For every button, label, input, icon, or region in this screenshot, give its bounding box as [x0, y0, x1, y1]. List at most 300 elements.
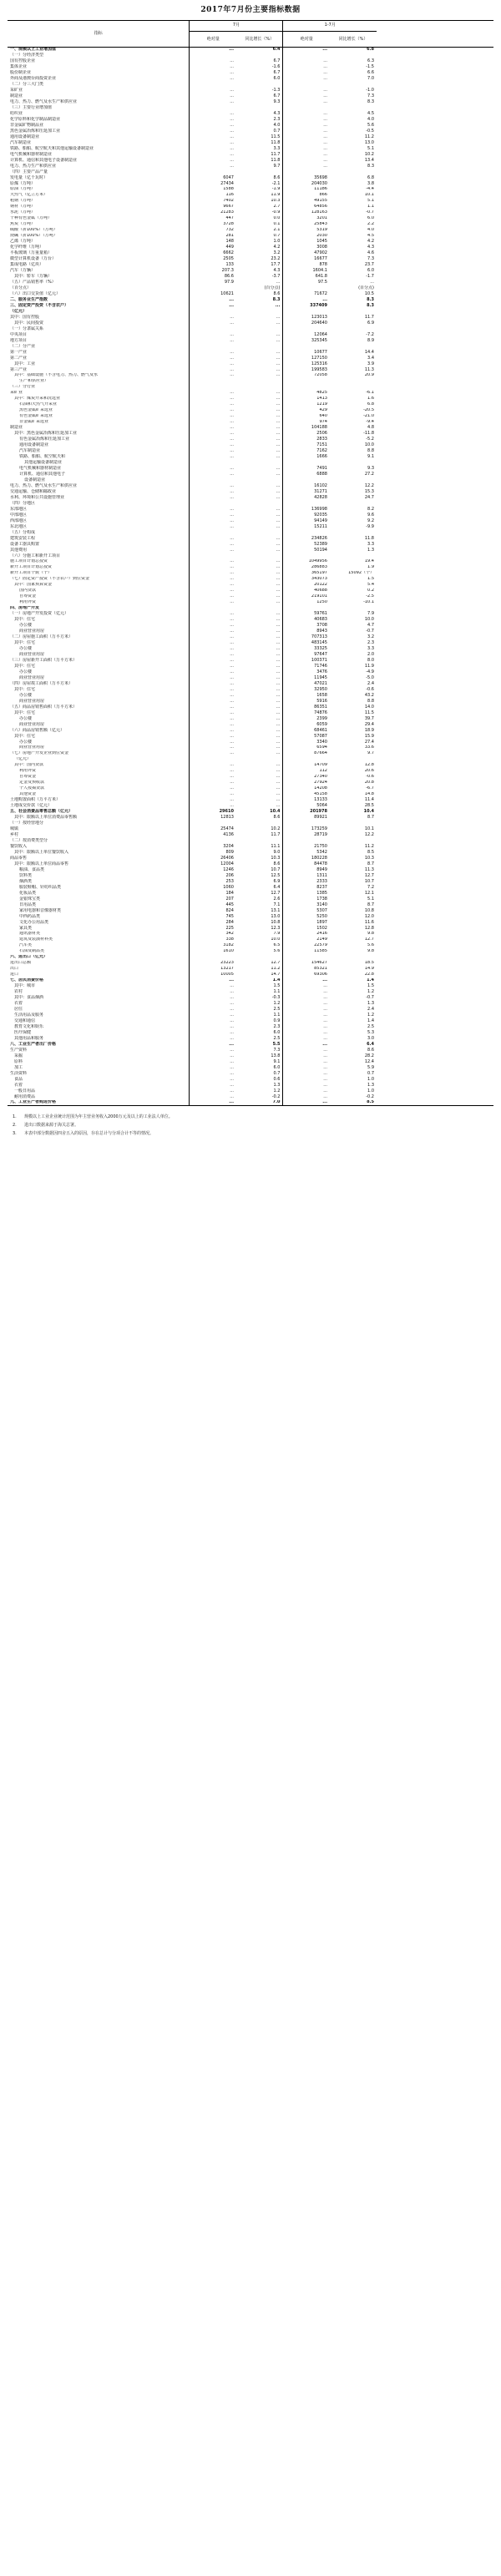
- month-absolute: ...: [190, 1088, 236, 1094]
- row-spacer: [377, 472, 493, 477]
- row-spacer: [377, 861, 493, 867]
- cumulative-absolute: 104188: [283, 425, 330, 431]
- table-row: [8, 239, 493, 245]
- cumulative-growth: -9.9: [366, 523, 374, 529]
- row-spacer: [377, 291, 493, 297]
- row-label: （四）主要产品产量: [9, 169, 48, 174]
- cumulative-absolute: 3708: [283, 623, 330, 629]
- month-absolute: ...: [190, 734, 236, 740]
- cumulative-absolute: [283, 460, 330, 466]
- cumulative-growth: [330, 477, 377, 483]
- month-absolute: ...: [190, 332, 236, 338]
- table-row: [8, 1048, 493, 1053]
- month-growth: ...: [276, 762, 281, 768]
- table-row: [8, 524, 493, 530]
- header-spacer: [377, 21, 493, 48]
- row-label: 电气机械和器材制造业: [9, 151, 52, 157]
- table-row: [8, 420, 493, 426]
- row-label: 十种有色金属（万吨）: [9, 215, 52, 221]
- cumulative-absolute: 707313: [283, 634, 330, 640]
- month-growth: ...: [276, 797, 281, 803]
- cumulative-growth: -5.2: [366, 437, 374, 442]
- row-label: 八、工业生产者出厂价格: [9, 1042, 56, 1047]
- cumulative-growth: 0.7: [367, 1071, 374, 1076]
- cumulative-growth: [330, 105, 377, 111]
- cumulative-growth: 8.5: [330, 1100, 377, 1106]
- row-label: 第一产业: [9, 349, 27, 355]
- month-absolute: ...: [190, 1100, 236, 1106]
- table-row: [8, 408, 493, 414]
- row-spacer: [377, 140, 493, 146]
- cumulative-absolute: 97.5: [283, 280, 330, 285]
- month-absolute: [190, 757, 236, 763]
- row-label: 其中：国家预算资金: [13, 582, 52, 588]
- month-absolute: ...: [190, 594, 236, 600]
- row-label: 汽车类: [18, 942, 32, 948]
- month-growth: 10.3: [271, 198, 281, 204]
- cumulative-absolute: 33325: [283, 646, 330, 652]
- table-row: [8, 634, 493, 640]
- month-absolute: ...: [190, 146, 236, 152]
- row-label: 土地成交价款（亿元）: [9, 803, 52, 809]
- month-absolute: ...: [190, 658, 236, 664]
- month-absolute: ...: [190, 391, 236, 397]
- row-spacer: [377, 867, 493, 873]
- month-absolute: 21283: [190, 210, 236, 216]
- row-label: 制造业: [9, 93, 23, 98]
- cumulative-growth: 3.3: [367, 541, 374, 547]
- row-spacer: [377, 228, 493, 234]
- month-growth: ...: [276, 664, 281, 669]
- month-growth: 1.1: [273, 989, 281, 995]
- table-row: [8, 995, 493, 1001]
- cumulative-absolute: [283, 477, 330, 483]
- cumulative-absolute: 429: [283, 408, 330, 414]
- table-row: [8, 274, 493, 280]
- month-growth: 1.1: [273, 1013, 281, 1018]
- month-absolute: 7402: [190, 199, 236, 205]
- month-absolute: [190, 379, 236, 385]
- row-label: 其中：限额以上单位消费品零售额: [13, 815, 77, 821]
- row-label: 商业营业用房: [18, 745, 44, 750]
- row-label: 二、服务业生产指数: [9, 297, 48, 302]
- row-label: 其他运输设备制造业: [23, 460, 62, 466]
- row-label: （五）商品房销售面积（万平方米）: [9, 704, 77, 710]
- table-row: [8, 437, 493, 442]
- cumulative-growth: [330, 460, 377, 466]
- table-row: [8, 792, 493, 798]
- cumulative-growth: [330, 955, 377, 961]
- month-absolute: ...: [190, 402, 236, 408]
- row-spacer: [377, 629, 493, 634]
- cumulative-growth: 20.8: [364, 780, 374, 785]
- month-absolute: ...: [190, 583, 236, 588]
- row-label: 黑色金属冶炼和压延加工业: [9, 129, 60, 134]
- row-spacer: [377, 745, 493, 751]
- cumulative-absolute: 2833: [283, 437, 330, 442]
- cumulative-absolute: 28719: [283, 832, 330, 838]
- row-label: 六、进出口（亿元）: [9, 954, 48, 960]
- table-row: [8, 379, 493, 385]
- month-growth: -1.6: [271, 64, 281, 70]
- table-row: [8, 705, 493, 710]
- row-spacer: [377, 70, 493, 76]
- month-growth: ...: [276, 687, 281, 692]
- month-absolute: 12813: [190, 815, 236, 821]
- month-growth: [236, 385, 283, 391]
- header-row-periods: [8, 21, 493, 32]
- table-row: [8, 285, 493, 291]
- month-growth: ...: [276, 513, 281, 518]
- month-growth: ...: [276, 361, 281, 366]
- cumulative-absolute: 84478: [283, 861, 330, 867]
- row-label: 新开工项目计划总投资: [9, 564, 52, 570]
- footnote-text: 本表中部分数据因四舍五入的原因，存在总计与分项合计不等的情况。: [24, 1131, 154, 1137]
- row-label: 其中：住宅: [13, 640, 35, 646]
- cumulative-absolute: 180228: [283, 856, 330, 861]
- month-growth: 2.7: [273, 204, 281, 210]
- cumulative-growth: 7.3: [367, 93, 374, 98]
- cumulative-growth: [330, 553, 377, 559]
- month-absolute: ...: [190, 577, 236, 583]
- cumulative-growth: 2.4: [367, 1007, 374, 1013]
- cumulative-growth: 10.1: [364, 192, 374, 198]
- row-spacer: [377, 821, 493, 826]
- row-label: 东部地区: [9, 507, 27, 512]
- cumulative-absolute: ...: [283, 1024, 330, 1030]
- header-cumulative: 1-7月: [283, 21, 377, 32]
- row-label: 自筹资金: [18, 593, 36, 599]
- month-growth: ...: [276, 570, 281, 576]
- cumulative-growth: 33.6: [364, 745, 374, 750]
- row-spacer: [377, 920, 493, 926]
- table-row: [8, 897, 493, 902]
- row-spacer: [377, 1065, 493, 1071]
- table-row: [8, 291, 493, 297]
- cumulative-absolute: 11945: [283, 675, 330, 681]
- month-growth: [236, 379, 283, 385]
- month-growth: [236, 326, 283, 332]
- month-growth: [236, 460, 283, 466]
- month-absolute: ...: [190, 634, 236, 640]
- row-label: 第三产业: [9, 366, 27, 372]
- cumulative-absolute: ...: [283, 58, 330, 64]
- cumulative-growth: 12.7: [364, 937, 374, 942]
- row-spacer: [377, 1083, 493, 1088]
- month-absolute: [190, 53, 236, 58]
- month-growth: ...: [276, 768, 281, 774]
- row-label: 国内贷款: [18, 588, 36, 593]
- table-row: [8, 699, 493, 705]
- row-spacer: [377, 205, 493, 210]
- row-label: 餐饮收入: [9, 844, 27, 849]
- table-row: [8, 932, 493, 937]
- cumulative-absolute: 71746: [283, 664, 330, 669]
- row-spacer: [377, 885, 493, 891]
- row-label: 农村: [13, 989, 23, 995]
- month-growth: 1.0: [273, 239, 281, 245]
- month-growth: 8.6: [273, 861, 281, 866]
- table-row: [8, 88, 493, 93]
- month-growth: [236, 530, 283, 536]
- table-row: [8, 431, 493, 437]
- month-absolute: ...: [190, 751, 236, 757]
- row-label: 加工: [13, 1065, 23, 1070]
- cumulative-growth: [330, 757, 377, 763]
- row-label: 发电量（亿千瓦时）: [9, 174, 48, 180]
- table-row: [8, 250, 493, 256]
- table-row: [8, 483, 493, 489]
- month-absolute: ...: [190, 425, 236, 431]
- row-spacer: [377, 460, 493, 466]
- month-absolute: ...: [190, 588, 236, 594]
- table-row: [8, 193, 493, 199]
- row-spacer: [377, 675, 493, 681]
- row-label: 其中：民间投资: [13, 321, 43, 326]
- table-row: [8, 1100, 493, 1106]
- cumulative-growth: 2.3: [367, 640, 374, 646]
- month-absolute: ...: [190, 1071, 236, 1077]
- row-spacer: [377, 914, 493, 920]
- row-label: 微型计算机设备（万台）: [9, 256, 56, 262]
- row-spacer: [377, 344, 493, 350]
- month-absolute: 281: [190, 234, 236, 240]
- cumulative-absolute: 92035: [283, 513, 330, 518]
- table-row: [8, 669, 493, 675]
- row-label: 生产和供应业）: [18, 378, 48, 384]
- row-label: 计算机、通信和其他电子设备制造业: [9, 157, 77, 163]
- month-absolute: ...: [190, 70, 236, 76]
- month-growth: -1.9: [271, 186, 281, 192]
- cumulative-absolute: 85321: [283, 967, 330, 972]
- row-spacer: [377, 332, 493, 338]
- row-spacer: [377, 483, 493, 489]
- table-row: [8, 321, 493, 326]
- row-spacer: [377, 93, 493, 99]
- table-row: [8, 914, 493, 920]
- row-spacer: [377, 640, 493, 646]
- table-row: [8, 477, 493, 483]
- cumulative-absolute: 8237: [283, 885, 330, 891]
- month-absolute: 809: [190, 850, 236, 856]
- cumulative-absolute: 74876: [283, 710, 330, 716]
- month-growth: ...: [276, 617, 281, 623]
- row-spacer: [377, 757, 493, 763]
- cumulative-absolute: 22579: [283, 943, 330, 949]
- cumulative-absolute: [283, 285, 330, 291]
- row-spacer: [377, 48, 493, 53]
- month-absolute: ...: [190, 1007, 236, 1013]
- month-growth: ...: [275, 303, 281, 308]
- cumulative-growth: 28.5: [364, 803, 374, 809]
- cumulative-growth: 3.2: [367, 634, 374, 640]
- table-row: [8, 152, 493, 158]
- row-spacer: [377, 705, 493, 710]
- row-label: （六）商品房销售额（亿元）: [9, 727, 64, 733]
- month-absolute: 284: [190, 920, 236, 926]
- row-spacer: [377, 1030, 493, 1036]
- table-row: [8, 530, 493, 536]
- month-growth: ...: [276, 523, 281, 529]
- cumulative-absolute: ...: [283, 1071, 330, 1077]
- row-label: 采矿业: [9, 390, 23, 396]
- month-absolute: ...: [190, 1036, 236, 1042]
- month-absolute: ...: [190, 1013, 236, 1018]
- cumulative-absolute: ...: [283, 134, 330, 140]
- row-label: 汽车制造业: [9, 140, 31, 145]
- cumulative-absolute: 5250: [283, 914, 330, 920]
- cumulative-absolute: 1502: [283, 926, 330, 932]
- month-growth: ...: [276, 454, 281, 460]
- cumulative-growth: 5.1: [367, 145, 374, 151]
- row-spacer: [377, 699, 493, 705]
- row-spacer: [377, 797, 493, 803]
- table-row: [8, 332, 493, 338]
- month-absolute: ...: [190, 361, 236, 367]
- cumulative-absolute: 97647: [283, 652, 330, 658]
- row-spacer: [377, 76, 493, 82]
- row-label: 出口: [9, 966, 18, 972]
- row-spacer: [377, 309, 493, 315]
- cumulative-growth: -0.7: [366, 629, 374, 634]
- month-growth: 1.2: [273, 1001, 281, 1007]
- row-label: 建筑安装工程: [9, 535, 35, 541]
- row-label: 城镇: [9, 826, 18, 832]
- cumulative-growth: 12.8: [364, 925, 374, 931]
- month-absolute: ...: [190, 803, 236, 809]
- table-row: [8, 553, 493, 559]
- month-growth: ...: [276, 355, 281, 361]
- row-label: 集成电路（亿块）: [9, 262, 43, 268]
- row-label: （百分点）: [9, 285, 31, 290]
- month-absolute: ...: [190, 978, 236, 984]
- row-spacer: [377, 425, 493, 431]
- month-growth: 0.6: [273, 1076, 281, 1082]
- month-absolute: ...: [190, 315, 236, 321]
- row-spacer: [377, 891, 493, 897]
- indicator-table: [8, 20, 493, 1106]
- row-spacer: [377, 193, 493, 199]
- row-label: 铁路、船舶、航空航天和: [18, 454, 65, 460]
- row-label: 天然气（亿立方米）: [9, 192, 48, 198]
- table-row: [8, 164, 493, 169]
- row-spacer: [377, 507, 493, 513]
- row-spacer: [377, 350, 493, 356]
- cumulative-growth: 39.7: [364, 715, 374, 721]
- row-spacer: [377, 222, 493, 228]
- cumulative-absolute: 40683: [283, 617, 330, 623]
- table-row: [8, 199, 493, 205]
- cumulative-growth: 6.9: [367, 321, 374, 326]
- month-absolute: ...: [190, 448, 236, 454]
- cumulative-absolute: ...: [283, 1088, 330, 1094]
- cumulative-growth: 10.0: [364, 442, 374, 448]
- row-spacer: [377, 234, 493, 240]
- cumulative-absolute: ...: [283, 1053, 330, 1059]
- cumulative-absolute: 40688: [283, 588, 330, 594]
- table-row: [8, 99, 493, 105]
- row-label: 第二产业: [9, 355, 27, 361]
- row-spacer: [377, 594, 493, 600]
- cumulative-growth: -1.5: [366, 64, 374, 70]
- month-absolute: 1588: [190, 187, 236, 193]
- row-spacer: [377, 634, 493, 640]
- row-spacer: [377, 577, 493, 583]
- row-spacer: [377, 250, 493, 256]
- row-label: （一）分隶属关系: [9, 326, 43, 331]
- month-absolute: ...: [190, 356, 236, 361]
- cumulative-growth: 27.2: [364, 472, 374, 477]
- cumulative-absolute: 7491: [283, 466, 330, 472]
- cumulative-absolute: [283, 757, 330, 763]
- month-absolute: ...: [190, 571, 236, 577]
- cumulative-growth: ...: [370, 280, 374, 285]
- cumulative-absolute: 128163: [283, 210, 330, 216]
- cumulative-absolute: ...: [283, 1007, 330, 1013]
- cumulative-growth: 9.1: [367, 454, 374, 460]
- month-growth: 10.0: [271, 937, 281, 942]
- row-spacer: [377, 199, 493, 205]
- footnote-number: 1.: [13, 1114, 17, 1120]
- cumulative-absolute: [283, 379, 330, 385]
- row-spacer: [377, 513, 493, 518]
- row-spacer: [377, 553, 493, 559]
- month-absolute: 206: [190, 873, 236, 879]
- month-absolute: 25474: [190, 826, 236, 832]
- cumulative-absolute: 1413: [283, 397, 330, 402]
- row-label: 办公楼: [18, 739, 32, 745]
- table-row: [8, 675, 493, 681]
- month-growth: ...: [276, 472, 281, 477]
- month-absolute: ...: [190, 58, 236, 64]
- row-label: 其中：国有控股: [9, 315, 39, 320]
- row-spacer: [377, 826, 493, 832]
- header-month: 7月: [190, 21, 283, 32]
- cumulative-growth: -2.5: [366, 593, 374, 599]
- month-growth: 23.2: [271, 256, 281, 262]
- month-growth: ...: [276, 745, 281, 750]
- row-spacer: [377, 1059, 493, 1065]
- cumulative-absolute: 640: [283, 414, 330, 420]
- cumulative-absolute: 3008: [283, 245, 330, 250]
- month-growth: ...: [276, 785, 281, 791]
- table-row: [8, 757, 493, 763]
- month-growth: ...: [276, 280, 281, 285]
- row-spacer: [377, 740, 493, 745]
- month-growth: ...: [276, 780, 281, 785]
- month-absolute: ...: [190, 152, 236, 158]
- table-row: [8, 64, 493, 70]
- cumulative-growth: 11.2: [364, 844, 374, 849]
- table-row: [8, 1001, 493, 1007]
- row-spacer: [377, 937, 493, 943]
- month-absolute: ...: [190, 780, 236, 786]
- row-spacer: [377, 932, 493, 937]
- cumulative-growth: 18.5: [364, 960, 374, 966]
- cumulative-absolute: ...: [283, 64, 330, 70]
- table-row: [8, 146, 493, 152]
- cumulative-growth: [330, 309, 377, 315]
- cumulative-absolute: 100371: [283, 658, 330, 664]
- row-spacer: [377, 105, 493, 111]
- cumulative-growth: 14.0: [364, 704, 374, 710]
- month-absolute: ...: [190, 792, 236, 798]
- row-label: （二）房屋施工面积（万平方米）: [9, 634, 73, 640]
- cumulative-growth: 9.8: [367, 931, 374, 937]
- table-row: [8, 448, 493, 454]
- cumulative-growth: 14.8: [364, 791, 374, 797]
- row-spacer: [377, 99, 493, 105]
